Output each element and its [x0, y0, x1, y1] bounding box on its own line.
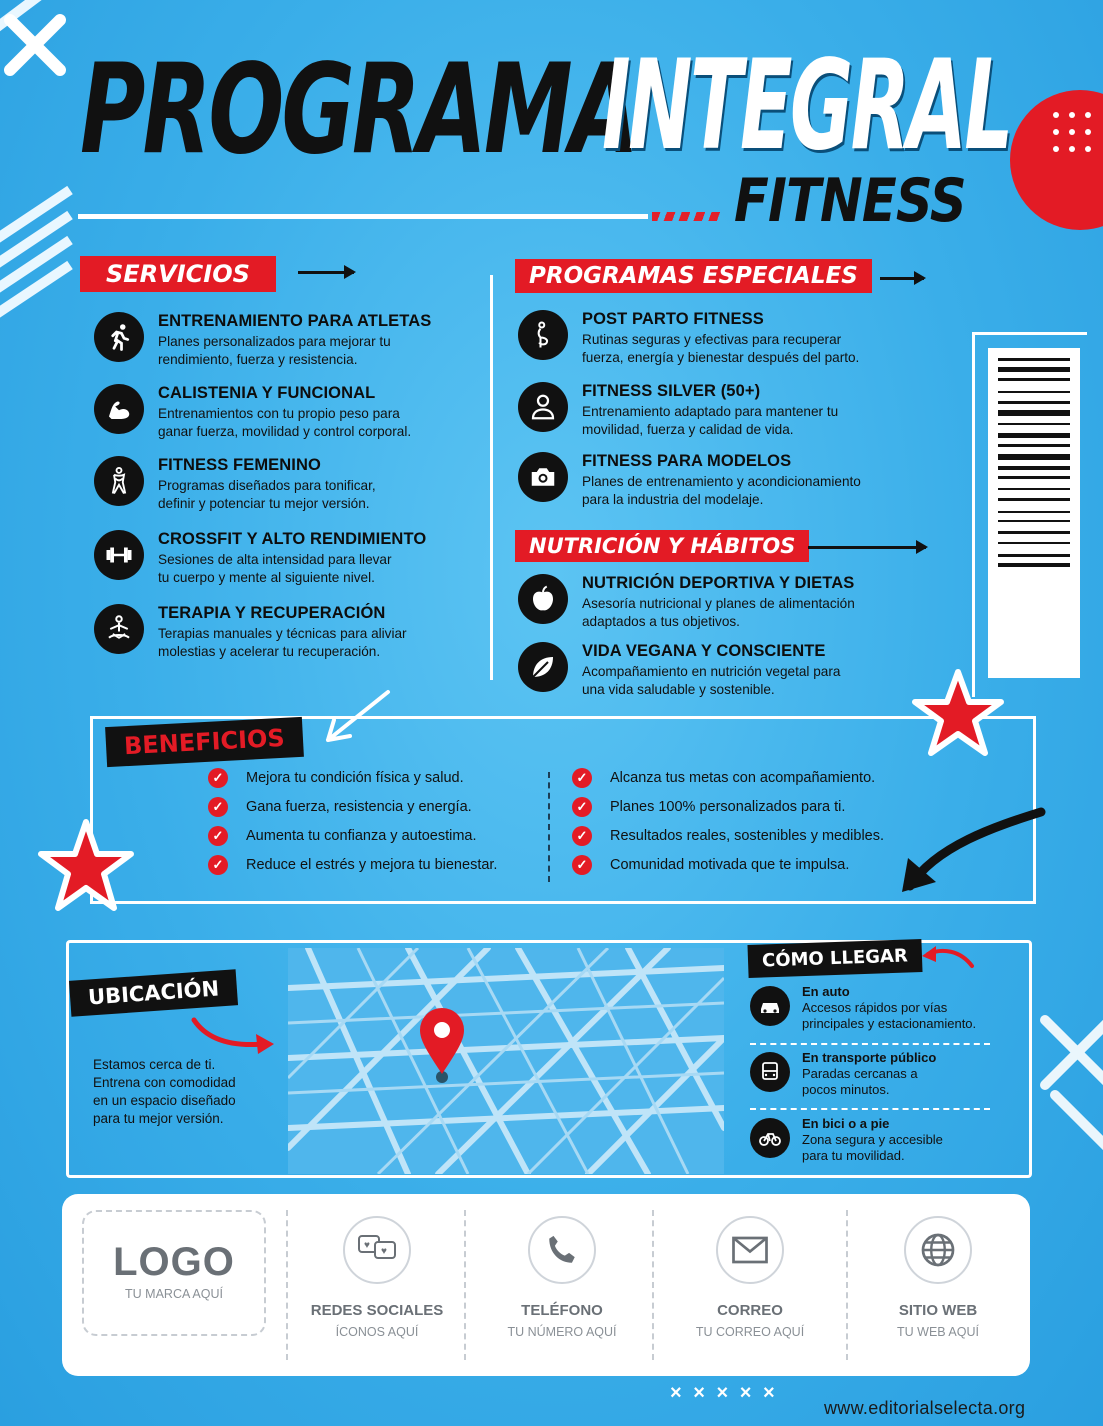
barcode-bar [998, 378, 1070, 381]
item-description: para la industria del modelaje. [582, 492, 764, 507]
como-llegar-divider-2 [750, 1108, 990, 1110]
nutricion-label: NUTRICIÓN Y HÁBITOS [515, 530, 809, 562]
svg-text:♥: ♥ [381, 1246, 387, 1257]
benefit-item [572, 797, 845, 817]
barcode-bar [998, 563, 1070, 567]
item-description: Sesiones de alta intensidad para llevar [158, 552, 392, 567]
contact-footer [62, 1194, 1030, 1376]
phone-icon [528, 1216, 596, 1284]
servicios-label: SERVICIOS [80, 256, 276, 292]
como-llegar-desc: Accesos rápidos por vías [802, 1000, 948, 1015]
benefit-item [572, 768, 875, 788]
barcode-bar [998, 444, 1070, 447]
globe-icon [904, 1216, 972, 1284]
item-description: Entrenamiento adaptado para mantener tu [582, 404, 839, 419]
list-item [518, 382, 838, 439]
benefit-text: Reduce el estrés y mejora tu bienestar. [246, 857, 498, 873]
list-item [518, 642, 840, 699]
barcode-bar [998, 466, 1070, 470]
bicycle-icon [750, 1118, 790, 1158]
pregnant-icon [518, 310, 568, 360]
item-description: Acompañamiento en nutrición vegetal para [582, 664, 841, 679]
benefit-item [208, 826, 477, 846]
contact-sublabel: TU WEB AQUÍ [897, 1325, 979, 1339]
footer-divider [464, 1210, 466, 1360]
como-llegar-item [750, 984, 976, 1032]
barcode-bar [998, 401, 1070, 404]
item-description: ganar fuerza, movilidad y control corporal. [158, 424, 412, 439]
benefit-text: Aumenta tu confianza y autoestima. [246, 828, 477, 844]
como-llegar-desc: para tu movilidad. [802, 1148, 905, 1163]
item-text [158, 456, 376, 513]
item-description: Terapias manuales y técnicas para aliviar [158, 626, 407, 641]
list-item [94, 456, 376, 513]
item-description: Entrenamientos con tu propio peso para [158, 406, 400, 421]
item-text [582, 642, 840, 699]
benefit-item [572, 855, 849, 875]
contact-label: REDES SOCIALES [310, 1302, 444, 1319]
item-title: TERAPIA Y RECUPERACIÓN [158, 604, 386, 622]
leaf-icon [518, 642, 568, 692]
como-llegar-item [750, 1050, 936, 1098]
servicios-arrow-icon [298, 271, 354, 274]
benefit-text: Alcanza tus metas con acompañamiento. [610, 770, 876, 786]
barcode-bar [998, 433, 1070, 438]
como-llegar-arrow-icon [920, 944, 976, 972]
check-icon: ✓ [208, 826, 228, 846]
ubicacion-line-4: para tu mejor versión. [93, 1111, 224, 1126]
contact-redes-sociales[interactable] [292, 1194, 462, 1376]
item-title: ENTRENAMIENTO PARA ATLETAS [158, 312, 432, 330]
footer-divider [846, 1210, 848, 1360]
barcode-bar [998, 476, 1070, 479]
item-title: FITNESS SILVER (50+) [582, 382, 761, 400]
item-text [158, 384, 411, 441]
contact-sublabel: TU CORREO AQUÍ [695, 1325, 805, 1339]
senior-person-icon [518, 382, 568, 432]
title-word-fitness: FITNESS [734, 166, 966, 236]
white-arrow-icon [320, 688, 392, 748]
item-description: molestias y acelerar tu recuperación. [158, 644, 381, 659]
ubicacion-line-2: Entrena con comodidad [93, 1075, 236, 1090]
title-dash-accent [652, 212, 722, 221]
como-llegar-desc: Paradas cercanas a [802, 1066, 918, 1081]
benefit-text: Resultados reales, sostenibles y medibles. [610, 828, 885, 844]
contact-label: SITIO WEB [898, 1302, 978, 1319]
list-item [94, 604, 407, 661]
city-map[interactable] [288, 948, 724, 1174]
item-text [158, 530, 426, 587]
item-description: definir y potenciar tu mejor versión. [158, 496, 370, 511]
como-llegar-desc: Zona segura y accesible [802, 1132, 943, 1147]
item-description: Asesoría nutricional y planes de alimentación [582, 596, 855, 611]
item-description: tu cuerpo y mente al siguiente nivel. [158, 570, 375, 585]
item-title: NUTRICIÓN DEPORTIVA Y DIETAS [582, 574, 855, 592]
como-llegar-text [802, 1050, 936, 1098]
title-word-programa: PROGRAMA [80, 38, 637, 182]
check-icon: ✓ [208, 768, 228, 788]
ubicacion-line-3: en un espacio diseñado [93, 1093, 236, 1108]
item-description: Rutinas seguras y efectivas para recuperar [582, 332, 842, 347]
car-icon [750, 986, 790, 1026]
item-description: movilidad, fuerza y calidad de vida. [582, 422, 794, 437]
como-llegar-text [802, 984, 976, 1032]
benefit-item [208, 855, 497, 875]
barcode-bar [998, 410, 1070, 416]
barcode-bar [998, 511, 1070, 513]
especiales-label: PROGRAMAS ESPECIALES [515, 259, 872, 293]
benefit-text: Comunidad motivada que te impulsa. [610, 857, 850, 873]
list-item [94, 384, 411, 441]
bus-icon [750, 1052, 790, 1092]
item-title: CROSSFIT Y ALTO RENDIMIENTO [158, 530, 427, 548]
como-llegar-desc: principales y estacionamiento. [802, 1016, 977, 1031]
como-llegar-title: En transporte público [802, 1050, 937, 1065]
barcode-bar [998, 531, 1070, 534]
item-description: Planes de entrenamiento y acondicionamiento [582, 474, 861, 489]
como-llegar-text [802, 1116, 943, 1164]
contact-sitio-web[interactable] [854, 1194, 1022, 1376]
barcode-bar [998, 554, 1070, 557]
footer-divider [652, 1210, 654, 1360]
como-llegar-desc: pocos minutos. [802, 1082, 890, 1097]
item-title: FITNESS PARA MODELOS [582, 452, 792, 470]
check-icon: ✓ [572, 826, 592, 846]
item-description: una vida saludable y sostenible. [582, 682, 775, 697]
barcode-bar [998, 358, 1070, 361]
item-description: Planes personalizados para mejorar tu [158, 334, 391, 349]
benefit-item [572, 826, 884, 846]
contact-tel-fono[interactable] [472, 1194, 652, 1376]
logo-text: LOGO [113, 1240, 235, 1284]
item-description: fuerza, energía y bienestar después del parto. [582, 350, 860, 365]
red-star-icon-left [38, 818, 134, 914]
item-text [582, 452, 861, 509]
list-item [518, 310, 859, 367]
como-llegar-item [750, 1116, 943, 1164]
benefit-item [208, 768, 464, 788]
list-item [518, 452, 861, 509]
ubicacion-text [93, 1056, 236, 1128]
contact-correo[interactable] [660, 1194, 840, 1376]
list-item [518, 574, 855, 631]
barcode-bar [998, 498, 1070, 501]
barcode-bar [998, 367, 1070, 372]
ubicacion-line-1: Estamos cerca de ti. [93, 1057, 216, 1072]
meditation-icon [94, 604, 144, 654]
benefit-item [208, 797, 472, 817]
beneficios-label-text: BENEFICIOS [123, 723, 286, 761]
item-text [158, 604, 407, 661]
female-body-icon [94, 456, 144, 506]
barcode-bar [998, 454, 1070, 460]
item-text [158, 312, 431, 369]
barcode-bar [998, 520, 1070, 522]
list-item [94, 530, 426, 587]
item-text [582, 382, 838, 439]
red-splatter-decoration [1010, 60, 1103, 270]
como-llegar-title: En auto [802, 984, 850, 999]
check-icon: ✓ [572, 768, 592, 788]
x-marks-decoration [1040, 1000, 1103, 1150]
black-curved-arrow-icon [896, 806, 1048, 896]
red-curved-arrow-icon [190, 1014, 280, 1058]
contact-label: CORREO [717, 1302, 783, 1319]
check-icon: ✓ [208, 855, 228, 875]
item-title: CALISTENIA Y FUNCIONAL [158, 384, 376, 402]
contact-sublabel: TU NÚMERO AQUÍ [507, 1325, 617, 1339]
beneficios-divider [548, 772, 550, 882]
barcode-bar [998, 542, 1070, 544]
check-icon: ✓ [572, 855, 592, 875]
logo-placeholder[interactable] [82, 1210, 266, 1336]
barcode-bar [998, 488, 1070, 490]
contact-label: TELÉFONO [521, 1302, 603, 1319]
bottom-x-marks: × × × × × [670, 1382, 778, 1404]
title-underline [78, 214, 648, 219]
item-title: FITNESS FEMENINO [158, 456, 321, 474]
runner-icon [94, 312, 144, 362]
especiales-arrow-icon [880, 277, 924, 280]
svg-text:♥: ♥ [364, 1240, 370, 1251]
benefit-text: Mejora tu condición física y salud. [246, 770, 464, 786]
item-text [582, 574, 855, 631]
item-title: POST PARTO FITNESS [582, 310, 764, 328]
website-link[interactable]: www.editorialselecta.org [824, 1398, 1026, 1418]
nutricion-arrow-icon [808, 546, 926, 549]
mail-icon [716, 1216, 784, 1284]
logo-subtext: TU MARCA AQUÍ [125, 1287, 223, 1301]
ubicacion-label: UBICACIÓN [69, 969, 238, 1017]
red-star-icon-top [912, 668, 1004, 760]
item-description: Programas diseñados para tonificar, [158, 478, 376, 493]
barcode-bar [998, 391, 1070, 393]
column-divider [490, 275, 493, 680]
item-title: VIDA VEGANA Y CONSCIENTE [582, 642, 826, 660]
item-description: adaptados a tus objetivos. [582, 614, 740, 629]
como-llegar-label: CÓMO LLEGAR [747, 939, 922, 978]
como-llegar-divider-1 [750, 1043, 990, 1045]
chat-hearts-icon [343, 1216, 411, 1284]
stripes-decoration [0, 0, 90, 320]
benefit-text: Planes 100% personalizados para ti. [610, 799, 846, 815]
benefit-text: Gana fuerza, resistencia y energía. [246, 799, 472, 815]
list-item [94, 312, 431, 369]
flexed-arm-icon [94, 384, 144, 434]
check-icon: ✓ [572, 797, 592, 817]
barcode-bar [998, 423, 1070, 425]
item-text [582, 310, 859, 367]
item-description: rendimiento, fuerza y resistencia. [158, 352, 358, 367]
footer-divider [286, 1210, 288, 1360]
como-llegar-title: En bici o a pie [802, 1116, 890, 1131]
dumbbell-icon [94, 530, 144, 580]
apple-icon [518, 574, 568, 624]
barcode-graphic [988, 348, 1080, 678]
camera-icon [518, 452, 568, 502]
check-icon: ✓ [208, 797, 228, 817]
contact-sublabel: ÍCONOS AQUÍ [335, 1325, 419, 1339]
title-word-integral: INTEGRAL [602, 34, 1011, 178]
